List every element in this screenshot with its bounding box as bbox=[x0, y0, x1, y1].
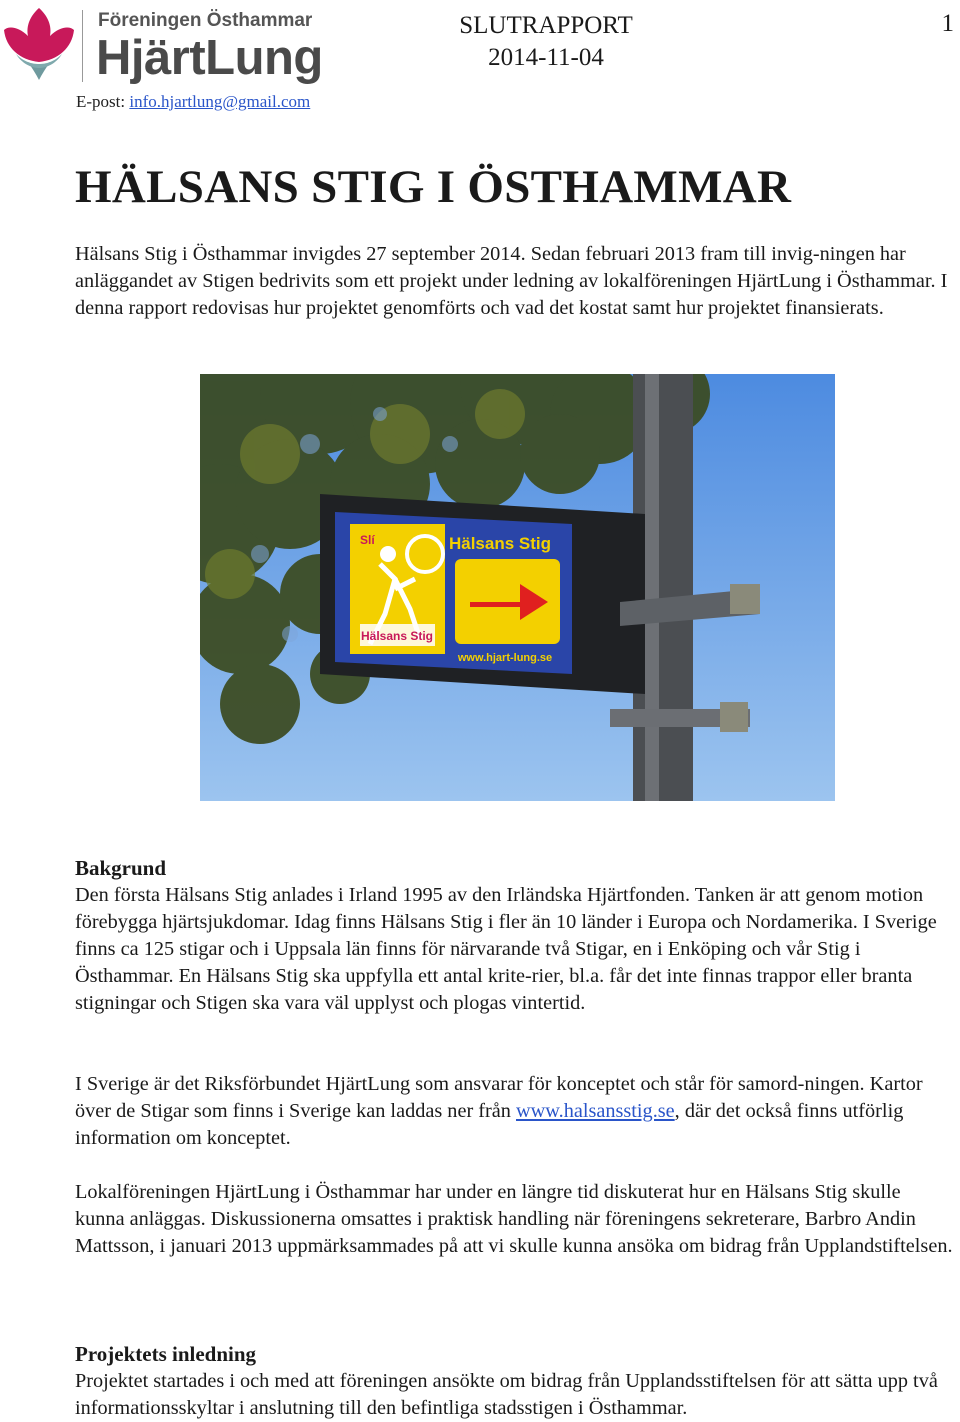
page-title: HÄLSANS STIG I ÖSTHAMMAR bbox=[75, 161, 792, 213]
photo-illustration bbox=[200, 374, 835, 801]
photo-trail-sign bbox=[200, 374, 835, 801]
logo-subtitle: Föreningen Östhammar bbox=[98, 10, 313, 31]
email-line bbox=[76, 92, 310, 112]
email-label: E-post: bbox=[76, 92, 126, 111]
sign-url: www.hjart-lung.se bbox=[457, 652, 553, 664]
email-link[interactable]: info.hjartlung@gmail.com bbox=[129, 92, 311, 111]
section-heading-bakgrund: Bakgrund bbox=[75, 856, 167, 880]
paragraph-text: I Sverige är det Riksförbundet HjärtLung som ansvarar för konceptet och står för samord-ningen. Kartor över de Stigar som finns i Sverige kan laddas ner från bbox=[75, 1073, 923, 1122]
intro-paragraph: Hälsans Stig i Östhammar invigdes 27 september 2014. Sedan februari 2013 fram till invig-ningen har anläggandet av Stigen bedrivits som ett projekt under ledning av lokalföreningen HjärtLung i Östhammar. I denna rapport redovisas hur projektet genomförts och vad det kostat samt hur projektet finansierats. bbox=[75, 243, 948, 319]
document-date: 2014-11-04 bbox=[488, 44, 604, 71]
paragraph-text: , där det också finns utförlig information om konceptet. bbox=[75, 1100, 904, 1149]
paragraph-bakgrund-3: Lokalföreningen HjärtLung i Östhammar har under en längre tid diskuterat hur en Hälsans Stig skulle kunna anläggas. Diskussionerna omsattes i praktisk handling när föreningens sekreterare, Barbro Andin Mattsson, i januari 2013 uppmärksammades på att vi skulle kunna ansöka om bidrag från Upplandstiftelsen. bbox=[75, 1181, 953, 1257]
document-type: SLUTRAPPORT bbox=[459, 12, 633, 39]
sign-logo-text: Hälsans Stig bbox=[360, 629, 434, 643]
page-number: 1 bbox=[941, 10, 954, 37]
paragraph-bakgrund-1: Den första Hälsans Stig anlades i Irland 1995 av den Irländska Hjärtfonden. Tanken är att genom motion förebygga hjärtsjukdomar. Idag finns Hälsans Stig i fler än 10 länder i Europa och Nordamerika. I Sverige finns ca 125 stigar och i Uppsala län finns för närvarande två Stigar, en i Enköping och vår Stig i Östhammar. En Hälsans Stig ska uppfylla ett antal krite-rier, bl.a. får det inte finnas trappor eller branta stigningar och Stigen ska vara väl upplyst och plogas vintertid. bbox=[75, 884, 937, 1014]
sign-small-text: Slí bbox=[360, 533, 375, 547]
logo-wordmark: HjärtLung bbox=[96, 31, 323, 85]
document-type-block bbox=[448, 10, 644, 74]
logo-divider bbox=[82, 10, 83, 82]
sign-title: Hälsans Stig bbox=[448, 534, 552, 553]
halsansstig-link[interactable]: www.halsansstig.se bbox=[516, 1100, 675, 1122]
tulip-heart-icon bbox=[2, 4, 76, 84]
organization-logo bbox=[2, 4, 332, 90]
section-heading-projektets-inledning: Projektets inledning bbox=[75, 1342, 257, 1366]
paragraph-bakgrund-2 bbox=[75, 1071, 955, 1152]
paragraph-projektets-inledning-1: Projektet startades i och med att föreningen ansökte om bidrag från Upplandsstiftelsen för att sätta upp två informationsskyltar i anslutning till den befintliga stadsstigen i Östhammar. bbox=[75, 1370, 938, 1419]
